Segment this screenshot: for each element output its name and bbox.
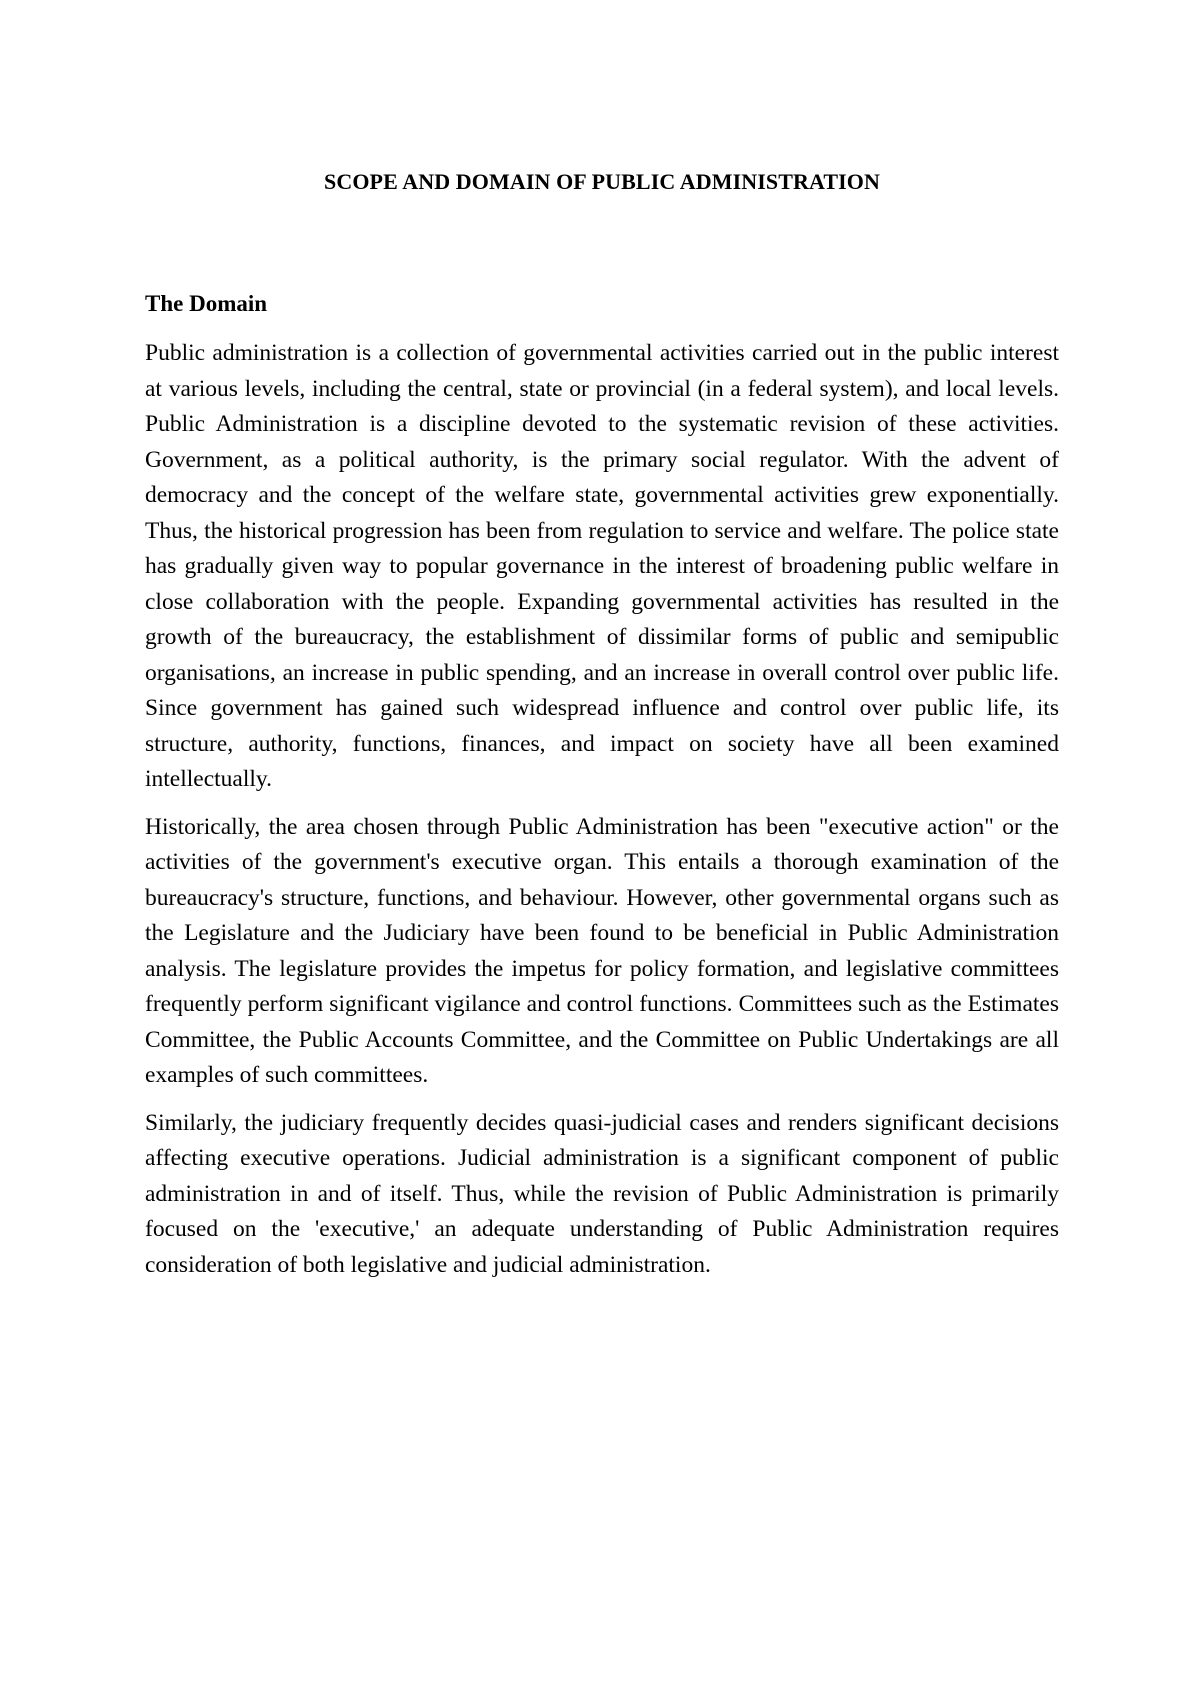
section-heading: The Domain	[145, 291, 268, 316]
paragraph: Similarly, the judiciary frequently decides quasi-judicial cases and renders significant decisions affecting executive operations. Judicial administration is a significant component of public administration in and of itself. Thus, while the revision of Public Administration is primarily focused on the 'executive,' an adequate understanding of Public Administration requires consideration of both legislative and judicial administration.	[145, 1109, 1059, 1278]
document-title: SCOPE AND DOMAIN OF PUBLIC ADMINISTRATION	[324, 169, 880, 194]
paragraph: Public administration is a collection of governmental activities carried out in the public interest at various levels, including the central, state or provincial (in a federal system), and local levels. Public Administration is a discipline devoted to the systematic revision of these activities. Government, as a political authority, is the primary social regulator. With the advent of democracy and the concept of the welfare state, governmental activities grew exponentially. Thus, the historical progression has been from regulation to service and welfare. The police state has gradually given way to popular governance in the interest of broadening public welfare in close collaboration with the people. Expanding governmental activities has resulted in the growth of the bureaucracy, the establishment of dissimilar forms of public and semipublic organisations, an increase in public spending, and an increase in overall control over public life. Since government has gained such widespread influence and control over public life, its structure, authority, functions, finances, and impact on society have all been examined intellectually.	[145, 340, 1059, 792]
document-body	[145, 168, 1059, 1283]
paragraph: Historically, the area chosen through Public Administration has been "executive action" or the activities of the government's executive organ. This entails a thorough examination of the bureaucracy's structure, functions, and behaviour. However, other governmental organs such as the Legislature and the Judiciary have been found to be beneficial in Public Administration analysis. The legislature provides the impetus for policy formation, and legislative committees frequently perform significant vigilance and control functions. Committees such as the Estimates Committee, the Public Accounts Committee, and the Committee on Public Undertakings are all examples of such committees.	[145, 813, 1059, 1088]
